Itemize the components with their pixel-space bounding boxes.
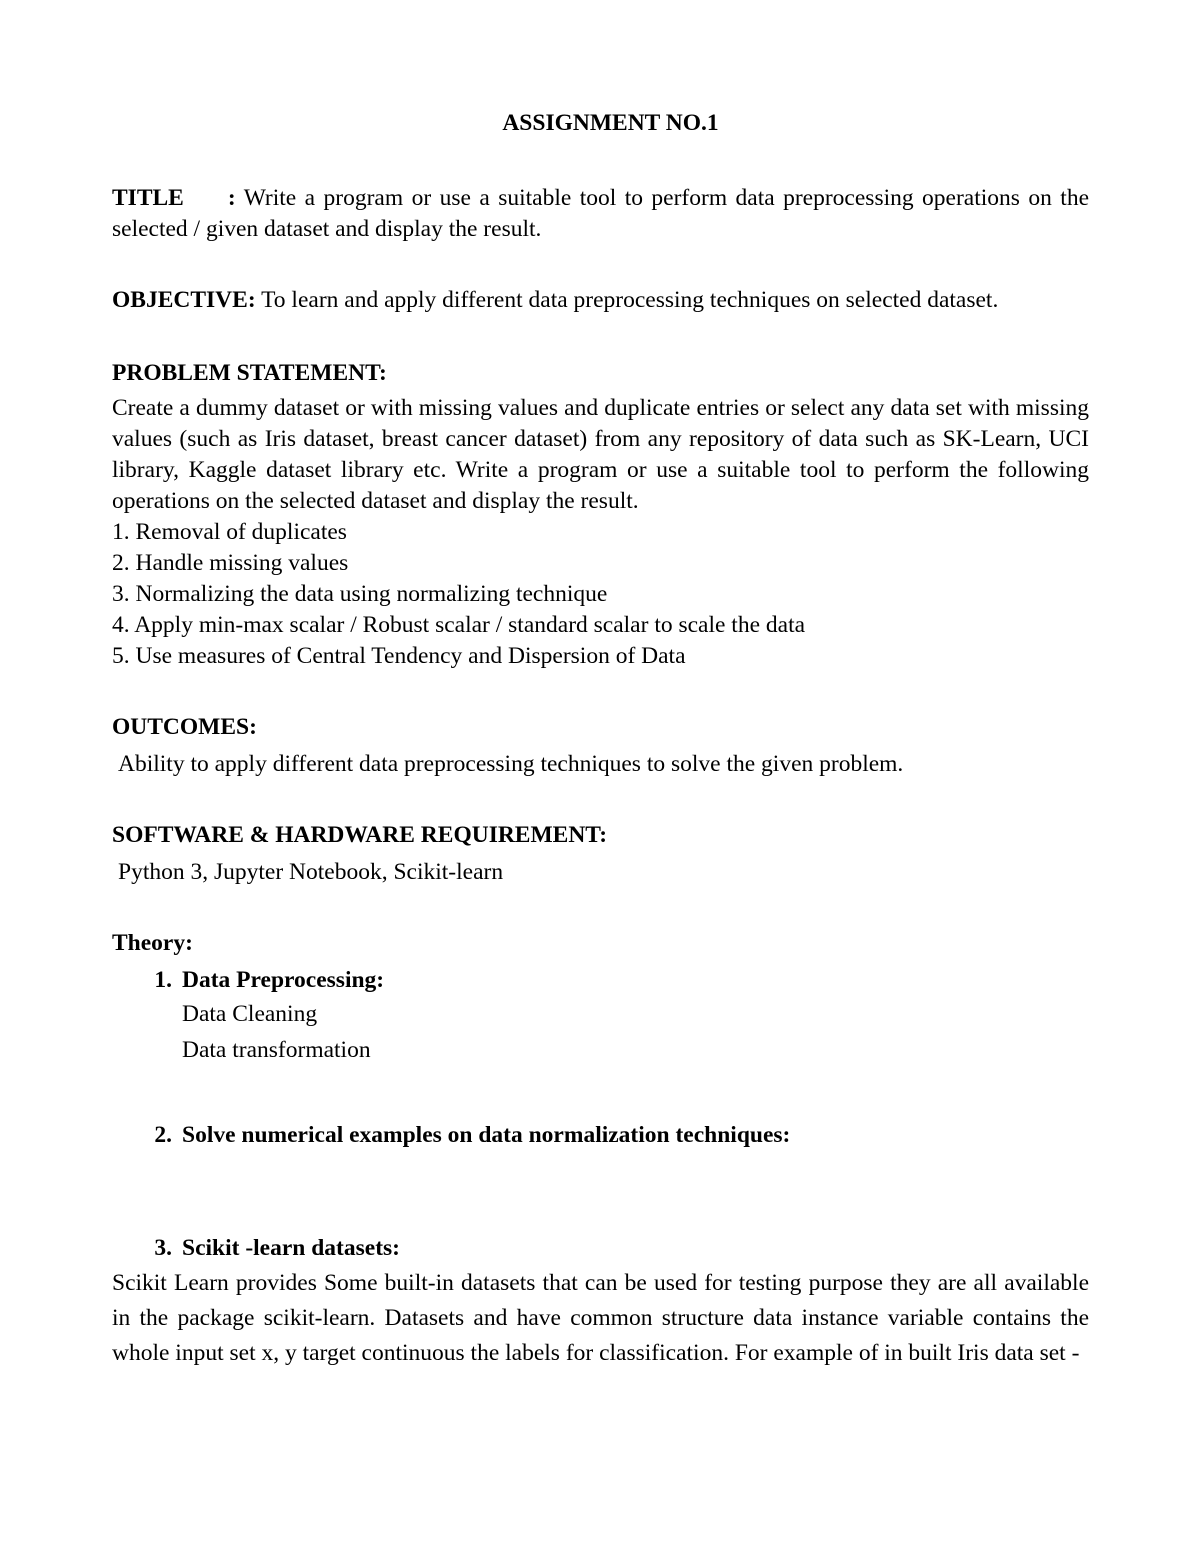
requirements-section [112,820,1089,888]
theory-item-number: 3. [154,1235,172,1261]
list-item: 1. Removal of duplicates [112,519,347,545]
scikit-learn-text: Scikit Learn provides Some built-in datasets that can be used for testing purpose they are all available in the package scikit-learn. Datasets and have common structure data instance variable contains the whole input set x, y target continuous the labels for classification. For example of in built Iris data set - [112,1270,1089,1366]
outcomes-label: OUTCOMES: [112,714,257,740]
title-label: TITLE [112,185,184,211]
objective-label: OBJECTIVE: [112,287,256,313]
problem-statement-section [112,358,1089,672]
objective-paragraph [112,283,1089,318]
title-paragraph [112,183,1089,245]
requirements-label: SOFTWARE & HARDWARE REQUIREMENT: [112,822,608,848]
title-separator: : [227,185,236,211]
theory-item-1 [112,965,1089,996]
theory-item-2 [112,1120,1089,1151]
title-text: Write a program or use a suitable tool to perform data preprocessing operations on the selected / given dataset and display the result. [112,185,1090,242]
theory-item-title: Solve numerical examples on data normalization techniques: [182,1122,791,1148]
list-item: 2. Handle missing values [112,550,349,576]
outcomes-text: Ability to apply different data preprocessing techniques to solve the given problem. [118,751,904,777]
theory-item-number: 2. [154,1122,172,1148]
theory-list [112,965,1089,1371]
theory-item-number: 1. [154,967,172,993]
theory-section [112,928,1089,1371]
assignment-heading: ASSIGNMENT NO.1 [502,110,719,136]
requirements-text: Python 3, Jupyter Notebook, Scikit-learn [118,859,504,885]
list-item: 3. Normalizing the data using normalizing technique [112,581,608,607]
theory-item-title: Data Preprocessing: [182,967,385,993]
list-item: 4. Apply min-max scalar / Robust scalar / standard scalar to scale the data [112,612,806,638]
list-item: 5. Use measures of Central Tendency and Dispersion of Data [112,643,686,669]
theory-item-title: Scikit -learn datasets: [182,1235,401,1261]
document-page [112,108,1089,1371]
problem-statement-label: PROBLEM STATEMENT: [112,360,387,386]
outcomes-section [112,712,1089,780]
theory-subitem: Data Cleaning [182,1001,318,1027]
theory-label: Theory: [112,930,193,956]
problem-statement-list [112,517,1089,672]
theory-item-3 [112,1233,1089,1264]
objective-text: To learn and apply different data preprocessing techniques on selected dataset. [261,287,999,313]
problem-statement-text: Create a dummy dataset or with missing values and duplicate entries or select any data set with missing values (such as Iris dataset, breast cancer dataset) from any repository of data such as SK-Learn, UCI library, Kaggle dataset library etc. Write a program or use a suitable tool to perform the following operations on the selected dataset and display the result. [112,395,1089,514]
theory-subitem: Data transformation [182,1037,371,1063]
